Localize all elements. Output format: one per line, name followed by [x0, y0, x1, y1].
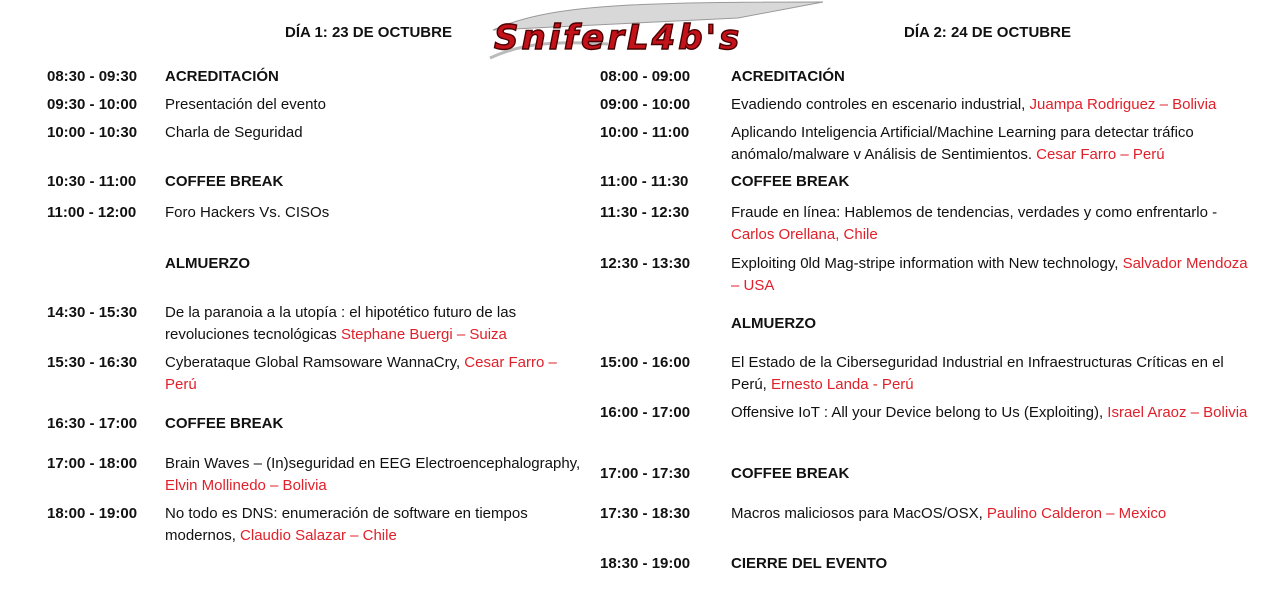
session-title: El Estado de la Ciberseguridad Industrial en Infraestructuras Críticas en el Perú,: [731, 354, 1224, 393]
session-description: [731, 122, 1251, 166]
schedule-row: [600, 253, 1251, 297]
schedule-row: [600, 313, 1251, 335]
schedule-row: [600, 94, 1251, 116]
schedule-row: [600, 463, 1251, 485]
session-description: [165, 66, 585, 88]
logo-text: SniferL4b's: [494, 18, 743, 58]
schedule-row: [600, 553, 1251, 575]
time-slot: 10:00 - 11:00: [600, 124, 690, 141]
schedule-row: [47, 503, 585, 547]
session-title: Cyberataque Global Ramsoware WannaCry,: [165, 354, 465, 371]
session-title: CIERRE DEL EVENTO: [731, 555, 888, 572]
session-title: Fraude en línea: Hablemos de tendencias, verdades y como enfrentarlo -: [731, 204, 1218, 221]
schedule-row: [47, 453, 585, 497]
speaker-name: Salvador Mendoza – USA: [731, 255, 1248, 294]
speaker-name: Elvin Mollinedo – Bolivia: [165, 477, 327, 494]
session-title: Evadiendo controles en escenario industrial,: [731, 96, 1030, 113]
day2-title: DÍA 2: 24 DE OCTUBRE: [904, 24, 1071, 41]
session-title: ALMUERZO: [731, 315, 816, 332]
time-slot: 09:00 - 10:00: [600, 96, 691, 113]
time-slot: 08:00 - 09:00: [600, 68, 691, 85]
session-description: [165, 202, 585, 224]
session-title: No todo es DNS: enumeración de software en tiempos modernos,: [165, 505, 528, 544]
day1-title: DÍA 1: 23 DE OCTUBRE: [285, 24, 452, 41]
schedule-row: [47, 253, 585, 275]
schedule-row: [47, 352, 585, 396]
time-slot: 12:30 - 13:30: [600, 255, 691, 272]
session-title: Exploiting 0ld Mag-stripe information with New technology,: [731, 255, 1123, 272]
schedule-row: [600, 122, 1251, 166]
session-description: [731, 66, 1251, 88]
time-slot: 17:30 - 18:30: [600, 505, 691, 522]
time-slot: 16:00 - 17:00: [600, 404, 691, 421]
speaker-name: Stephane Buergi – Suiza: [340, 326, 507, 343]
schedule-row: [600, 503, 1251, 525]
session-description: [165, 122, 585, 144]
time-slot: 15:30 - 16:30: [47, 354, 138, 371]
time-slot: 18:30 - 19:00: [600, 555, 691, 572]
session-description: [165, 94, 585, 116]
time-slot: 10:30 - 11:00: [47, 173, 137, 190]
session-title: Aplicando Inteligencia Artificial/Machine Learning para detectar tráfico anómalo/malware v Análisis de Sentimientos.: [731, 124, 1194, 163]
session-title: Macros maliciosos para MacOS/OSX,: [731, 505, 987, 522]
schedule-row: [600, 66, 1251, 88]
time-slot: 08:30 - 09:30: [47, 68, 138, 85]
time-slot: 11:30 - 12:30: [600, 204, 690, 221]
time-slot: 17:00 - 17:30: [600, 465, 691, 482]
schedule-row: [600, 402, 1251, 424]
session-title: ACREDITACIÓN: [731, 68, 845, 85]
schedule-row: [600, 352, 1251, 396]
session-title: ALMUERZO: [165, 255, 250, 272]
session-title: Foro Hackers Vs. CISOs: [165, 204, 330, 221]
schedule-row: [47, 302, 585, 346]
session-description: [731, 94, 1251, 116]
schedule-row: [47, 171, 585, 193]
session-description: [165, 413, 585, 435]
session-description: [731, 202, 1251, 246]
session-description: [731, 463, 1251, 485]
session-title: De la paranoia a la utopía : el hipotético futuro de las revoluciones tecnológicas: [165, 304, 517, 343]
session-title: COFFEE BREAK: [165, 173, 284, 190]
speaker-name: Ernesto Landa - Perú: [771, 376, 914, 393]
speaker-name: Juampa Rodriguez – Bolivia: [1029, 96, 1217, 113]
schedule-row: [47, 66, 585, 88]
session-description: [165, 253, 585, 275]
schedule-row: [47, 413, 585, 435]
session-title: ACREDITACIÓN: [165, 68, 279, 85]
schedule-row: [47, 94, 585, 116]
session-description: [165, 302, 585, 346]
session-title: COFFEE BREAK: [731, 173, 850, 190]
session-description: [165, 453, 585, 497]
speaker-name: Israel Araoz – Bolivia: [1107, 404, 1248, 421]
speaker-name: Carlos Orellana, Chile: [731, 226, 878, 243]
session-description: [165, 503, 585, 547]
session-title: Presentación del evento: [165, 96, 326, 113]
time-slot: 18:00 - 19:00: [47, 505, 138, 522]
schedule-row: [600, 171, 1251, 193]
time-slot: 09:30 - 10:00: [47, 96, 138, 113]
time-slot: 11:00 - 11:30: [600, 173, 689, 190]
session-title: Charla de Seguridad: [165, 124, 303, 141]
speaker-name: Paulino Calderon – Mexico: [986, 505, 1167, 522]
session-description: [731, 503, 1251, 525]
session-description: [731, 402, 1251, 424]
session-title: Offensive IoT : All your Device belong to Us (Exploiting),: [731, 404, 1108, 421]
session-description: [731, 553, 1251, 575]
time-slot: 14:30 - 15:30: [47, 304, 138, 321]
session-description: [731, 171, 1251, 193]
speaker-name: Cesar Farro – Perú: [165, 354, 557, 393]
session-description: [731, 352, 1251, 396]
speaker-name: Cesar Farro – Perú: [1036, 146, 1165, 163]
session-title: COFFEE BREAK: [165, 415, 284, 432]
sniferlabs-logo: [488, 0, 828, 62]
time-slot: 10:00 - 10:30: [47, 124, 138, 141]
speaker-name: Claudio Salazar – Chile: [240, 527, 397, 544]
time-slot: 16:30 - 17:00: [47, 415, 138, 432]
schedule-row: [47, 122, 585, 144]
schedule-row: [600, 202, 1251, 246]
schedule-row: [47, 202, 585, 224]
session-description: [731, 313, 1251, 335]
session-description: [165, 352, 585, 396]
time-slot: 11:00 - 12:00: [47, 204, 137, 221]
session-title: COFFEE BREAK: [731, 465, 850, 482]
time-slot: 15:00 - 16:00: [600, 354, 691, 371]
session-title: Brain Waves – (In)seguridad en EEG Electroencephalography,: [165, 455, 581, 472]
time-slot: 17:00 - 18:00: [47, 455, 138, 472]
session-description: [731, 253, 1251, 297]
session-description: [165, 171, 585, 193]
